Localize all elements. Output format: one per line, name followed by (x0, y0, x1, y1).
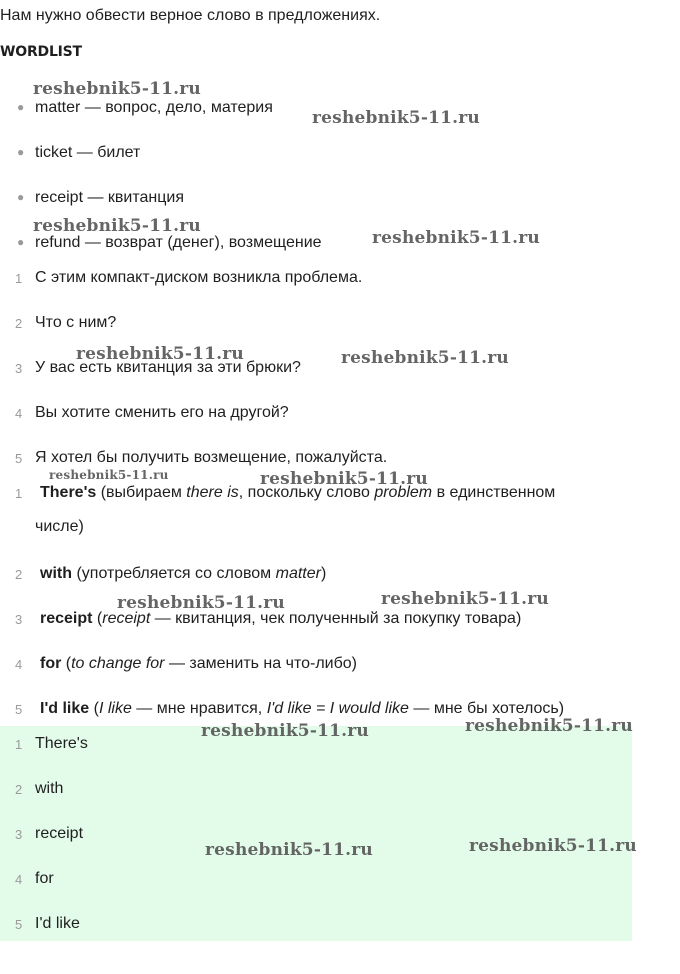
answer-item: receipt (35, 825, 84, 842)
sentence-item: Я хотел бы получить возмещение, пожалуйста. (35, 449, 388, 466)
explanation-text: — заменить на что-либо) (164, 655, 357, 672)
list-number: 4 (15, 657, 23, 672)
answer-word: receipt (40, 610, 93, 627)
list-number: 5 (15, 702, 23, 717)
list-number: 1 (15, 737, 23, 752)
answers-panel (0, 726, 632, 941)
watermark: reshebnik5-11.ru (381, 589, 549, 609)
list-number: 1 (15, 271, 23, 286)
answer-item: I'd like (35, 915, 80, 932)
list-number: 4 (15, 406, 23, 421)
explanation-italic: I like (98, 700, 132, 717)
explanation-text: ) (320, 565, 327, 582)
watermark: reshebnik5-11.ru (465, 716, 633, 736)
explanation-text: в единственном (432, 484, 556, 501)
list-number: 3 (15, 361, 23, 376)
watermark: reshebnik5-11.ru (33, 216, 201, 236)
wordlist-item: ticket — билет (35, 144, 141, 161)
explanation-italic: matter (275, 565, 321, 582)
explanation-italic: to change for (71, 655, 165, 672)
sentence-item: Что с ним? (35, 314, 117, 331)
watermark: reshebnik5-11.ru (33, 79, 201, 99)
explanation-italic: problem (374, 484, 433, 501)
list-number: 2 (15, 782, 23, 797)
intro-text: Нам нужно обвести верное слово в предложениях. (0, 7, 381, 24)
bullet-icon: ● (17, 235, 25, 249)
answer-word: I'd like (40, 700, 90, 717)
watermark: reshebnik5-11.ru (76, 344, 244, 364)
answer-word: with (40, 565, 72, 582)
watermark: reshebnik5-11.ru (260, 469, 428, 489)
wordlist-item: refund — возврат (денег), возмещение (35, 234, 322, 251)
explanation-text: — мне бы хотелось) (408, 700, 565, 717)
sentence-item: С этим компакт-диском возникла проблема. (35, 269, 363, 286)
explanation-text: — мне нравится, (131, 700, 267, 717)
answer-word: There's (40, 484, 97, 501)
list-number: 3 (15, 827, 23, 842)
list-number: 3 (15, 612, 23, 627)
list-number: 5 (15, 917, 23, 932)
explanation-text: ( (61, 655, 72, 672)
explanation-text: ( (89, 700, 99, 717)
bullet-icon: ● (17, 100, 25, 114)
explanation-text: (выбираем (96, 484, 187, 501)
explanation-item (40, 565, 326, 583)
sentence-item: Вы хотите сменить его на другой? (35, 404, 289, 421)
list-number: 1 (15, 486, 23, 501)
explanation-italic: receipt (102, 610, 151, 627)
explanation-italic: I'd like = I would like (266, 700, 409, 717)
watermark: reshebnik5-11.ru (117, 593, 285, 613)
list-number: 5 (15, 451, 23, 466)
list-number: 2 (15, 567, 23, 582)
watermark: reshebnik5-11.ru (312, 108, 480, 128)
explanation-text: (употребляется со словом (72, 565, 276, 582)
watermark: reshebnik5-11.ru (469, 836, 637, 856)
wordlist-title: WORDLIST (0, 44, 82, 60)
answer-item: for (35, 870, 54, 887)
wordlist-item: matter — вопрос, дело, материя (35, 99, 273, 116)
watermark: reshebnik5-11.ru (372, 228, 540, 248)
explanation-item (40, 655, 357, 673)
explanation-text: ( (92, 610, 103, 627)
explanation-text: — квитанция, чек полученный за покупку товара) (150, 610, 522, 627)
answer-word: for (40, 655, 62, 672)
answer-item: There's (35, 735, 88, 752)
wordlist-item: receipt — квитанция (35, 189, 184, 206)
explanation-continuation: числе) (35, 518, 84, 535)
watermark: reshebnik5-11.ru (341, 348, 509, 368)
explanation-text: , поскольку слово (238, 484, 375, 501)
sentence-item: У вас есть квитанция за эти брюки? (35, 359, 301, 376)
bullet-icon: ● (17, 145, 25, 159)
bullet-icon: ● (17, 190, 25, 204)
watermark: reshebnik5-11.ru (49, 468, 169, 482)
list-number: 4 (15, 872, 23, 887)
explanation-italic: there is (186, 484, 239, 501)
watermark: reshebnik5-11.ru (205, 840, 373, 860)
watermark: reshebnik5-11.ru (201, 721, 369, 741)
list-number: 2 (15, 316, 23, 331)
answer-item: with (35, 780, 64, 797)
